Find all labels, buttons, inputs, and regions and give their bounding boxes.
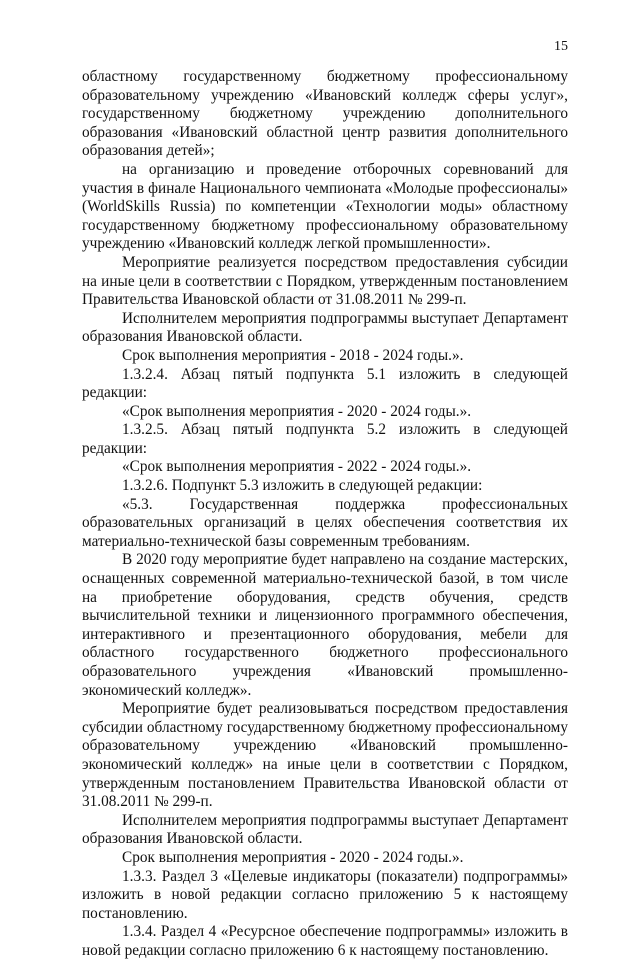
- paragraph: Срок выполнения мероприятия - 2018 - 2024 годы.».: [122, 346, 464, 364]
- paragraph: Исполнителем мероприятия подпрограммы выступает Департамент образования Ивановской области.: [82, 309, 568, 346]
- paragraph: 1.3.3. Раздел 3 «Целевые индикаторы (показатели) подпрограммы» изложить в новой редакции согласно приложению 5 к настоящему постановлению.: [82, 867, 568, 922]
- paragraph: Исполнителем мероприятия подпрограммы выступает Департамент образования Ивановской области.: [82, 811, 568, 848]
- paragraph: на организацию и проведение отборочных соревнований для участия в финале Национального чемпионата «Молодые профессионалы» (WorldSkills Russia) по компетенции «Технологии моды» областному государственному бюджетному профессиональному образовательному учреждению «Ивановский колледж легкой промышленности».: [82, 160, 568, 253]
- paragraph: Срок выполнения мероприятия - 2020 - 2024 годы.».: [122, 848, 464, 866]
- paragraph: 1.3.4. Раздел 4 «Ресурсное обеспечение подпрограммы» изложить в новой редакции согласно приложению 6 к настоящему постановлению.: [82, 923, 568, 959]
- paragraph: «Срок выполнения мероприятия - 2022 - 2024 годы.».: [122, 458, 472, 476]
- paragraph: 1.3.2.4. Абзац пятый подпункта 5.1 изложить в следующей редакции:: [82, 365, 568, 402]
- paragraph: областному государственному бюджетному профессиональному образовательному учреждению «Ивановский колледж сферы услуг», государственному бюджетному учреждению дополнительного образования «Ивановский областной центр развития дополнительного образования детей»;: [82, 68, 568, 160]
- paragraph: 1.3.2.5. Абзац пятый подпункта 5.2 изложить в следующей редакции:: [82, 421, 568, 457]
- paragraph: Мероприятие будет реализовываться посредством предоставления субсидии областному государственному бюджетному профессиональному образовательному учреждению «Ивановский промышленно-экономический колледж» на иные цели в соответствии с Порядком, утвержденным постановлением Правительства Ивановской области от 31.08.2011 № 299-п.: [82, 700, 568, 811]
- document-body: [82, 68, 568, 961]
- paragraph: В 2020 году мероприятие будет направлено на создание мастерских, оснащенных современной материально-технической базой, в том числе на приобретение оборудования, средств обучения, средств вычислительной техники и лицензионного программного обеспечения, интерактивного и презентационного оборудования, мебели для областного государственного бюджетного профессионального образовательного учреждения «Ивановский промышленно-экономический колледж».: [82, 551, 568, 699]
- paragraph: «5.3. Государственная поддержка профессиональных образовательных организаций в целях обеспечения соответствия их материально-технической базы современным требованиям.: [82, 495, 568, 550]
- paragraph: 1.3.2.6. Подпункт 5.3 изложить в следующей редакции:: [122, 477, 483, 495]
- page-number: 15: [554, 39, 568, 54]
- paragraph: Мероприятие реализуется посредством предоставления субсидии на иные цели в соответствии с Порядком, утвержденным постановлением Правительства Ивановской области от 31.08.2011 № 299-п.: [82, 253, 568, 309]
- paragraph: «Срок выполнения мероприятия - 2020 - 2024 годы.».: [122, 402, 472, 420]
